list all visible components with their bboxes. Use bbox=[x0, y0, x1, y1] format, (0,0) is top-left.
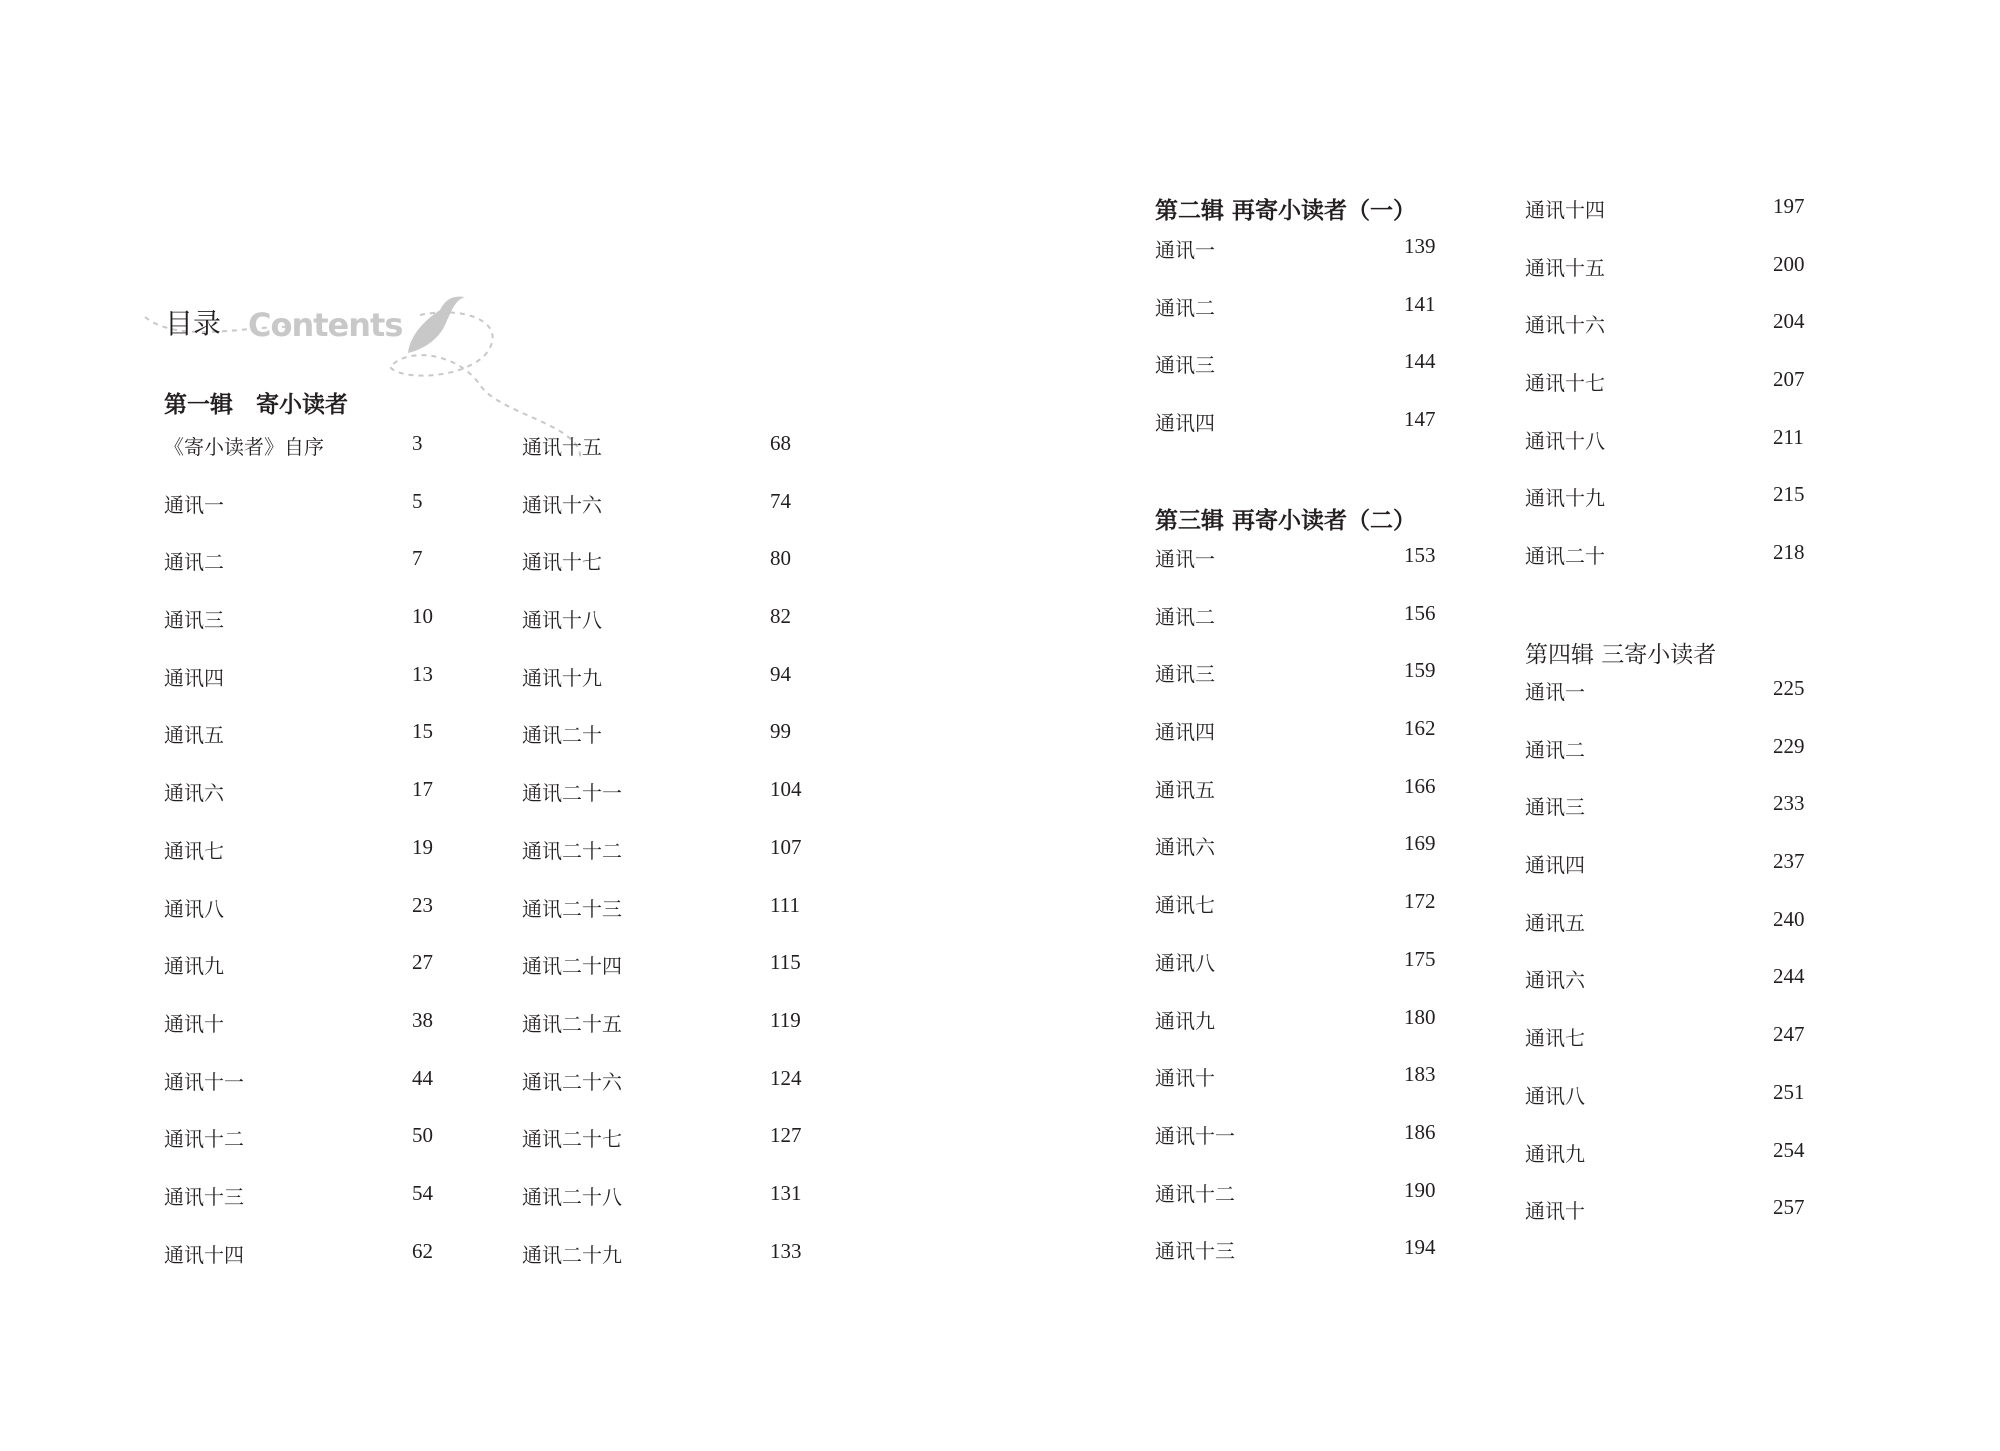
toc-entry-page: 180 bbox=[1404, 1004, 1436, 1029]
toc-entry-page: 207 bbox=[1773, 367, 1805, 392]
toc-entry-page: 156 bbox=[1404, 600, 1436, 625]
section-2-title: 第二辑 再寄小读者（一） bbox=[1155, 198, 1417, 224]
toc-entry-page: 159 bbox=[1404, 658, 1436, 683]
toc-entry-label: 通讯三 bbox=[164, 608, 224, 633]
toc-entry-page: 115 bbox=[770, 950, 801, 975]
toc-entry-page: 54 bbox=[412, 1180, 433, 1205]
toc-entry-label: 通讯十一 bbox=[164, 1069, 244, 1094]
toc-entry-page: 225 bbox=[1773, 676, 1805, 700]
toc-entry-page: 144 bbox=[1404, 349, 1436, 374]
toc-entry-page: 10 bbox=[412, 604, 433, 629]
toc-entry-label: 通讯十五 bbox=[1525, 255, 1605, 280]
toc-entry-page: 197 bbox=[1773, 194, 1805, 218]
bird-icon bbox=[408, 297, 465, 353]
toc-entry-label: 通讯五 bbox=[1155, 777, 1215, 802]
toc-entry-label: 通讯七 bbox=[1155, 893, 1215, 918]
toc-entry-page: 190 bbox=[1404, 1177, 1436, 1202]
toc-entry-page: 15 bbox=[412, 719, 433, 744]
toc-entry-label: 通讯一 bbox=[1155, 238, 1215, 262]
toc-entry-label: 通讯十七 bbox=[1525, 371, 1605, 396]
section-3-title: 第三辑 再寄小读者（二） bbox=[1155, 508, 1417, 534]
toc-entry-label: 通讯四 bbox=[1155, 411, 1215, 436]
toc-entry-label: 通讯十二 bbox=[1155, 1181, 1235, 1206]
toc-entry-label: 通讯六 bbox=[164, 781, 224, 806]
toc-entry-label: 通讯一 bbox=[1155, 547, 1215, 571]
toc-entry-page: 74 bbox=[770, 488, 791, 513]
toc-entry-label: 通讯十三 bbox=[164, 1184, 244, 1209]
toc-entry-page: 44 bbox=[412, 1065, 433, 1090]
toc-entry-page: 3 bbox=[412, 431, 423, 455]
toc-entry-label: 通讯二 bbox=[1155, 295, 1215, 320]
toc-entry-page: 131 bbox=[770, 1180, 802, 1205]
toc-entry-page: 183 bbox=[1404, 1062, 1436, 1087]
toc-entry-label: 通讯十五 bbox=[522, 435, 602, 459]
toc-entry-page: 27 bbox=[412, 950, 433, 975]
toc-entry-label: 通讯八 bbox=[1525, 1083, 1585, 1108]
toc-entry-label: 通讯四 bbox=[1525, 853, 1585, 878]
section-1-title: 第一辑 寄小读者 bbox=[164, 392, 348, 418]
toc-entry-page: 141 bbox=[1404, 291, 1436, 316]
toc-entry-page: 133 bbox=[770, 1238, 802, 1263]
toc-entry-page: 104 bbox=[770, 777, 802, 802]
toc-entry-page: 17 bbox=[412, 777, 433, 802]
toc-entry-label: 通讯八 bbox=[1155, 950, 1215, 975]
toc-entry-page: 233 bbox=[1773, 791, 1805, 816]
toc-entry-page: 175 bbox=[1404, 946, 1436, 971]
toc-title: 目录 bbox=[165, 307, 222, 340]
toc-entry-label: 通讯十二 bbox=[164, 1127, 244, 1152]
toc-entry-label: 通讯二十三 bbox=[522, 896, 622, 921]
toc-entry-page: 107 bbox=[770, 834, 802, 859]
contents-logo: Contents bbox=[248, 306, 403, 344]
toc-entry-page: 211 bbox=[1773, 424, 1804, 449]
toc-entry-label: 《寄小读者》自序 bbox=[164, 435, 324, 459]
toc-entry-label: 通讯十七 bbox=[522, 550, 602, 575]
toc-entry-page: 5 bbox=[412, 488, 423, 513]
toc-entry-page: 162 bbox=[1404, 716, 1436, 741]
toc-entry-page: 172 bbox=[1404, 889, 1436, 914]
toc-entry-page: 19 bbox=[412, 834, 433, 859]
toc-entry-label: 通讯七 bbox=[1525, 1026, 1585, 1051]
toc-entry-label: 通讯一 bbox=[164, 492, 224, 517]
toc-entry-page: 111 bbox=[770, 892, 800, 917]
toc-entry-label: 通讯三 bbox=[1525, 795, 1585, 820]
toc-entry-page: 94 bbox=[770, 661, 791, 686]
toc-entry-label: 通讯十 bbox=[1155, 1066, 1215, 1091]
toc-entry-page: 38 bbox=[412, 1007, 433, 1032]
toc-entry-page: 166 bbox=[1404, 773, 1436, 798]
toc-entry-label: 通讯十四 bbox=[164, 1242, 244, 1267]
toc-entry-label: 通讯十一 bbox=[1155, 1123, 1235, 1148]
toc-entry-page: 119 bbox=[770, 1007, 801, 1032]
toc-entry-label: 通讯二 bbox=[164, 550, 224, 575]
toc-entry-label: 通讯二十八 bbox=[522, 1184, 622, 1209]
toc-entry-page: 147 bbox=[1404, 407, 1436, 432]
toc-entry-label: 通讯十三 bbox=[1155, 1239, 1235, 1264]
toc-entry-page: 204 bbox=[1773, 309, 1805, 334]
toc-entry-page: 186 bbox=[1404, 1119, 1436, 1144]
toc-entry-page: 229 bbox=[1773, 733, 1805, 758]
toc-entry-label: 通讯六 bbox=[1525, 968, 1585, 993]
toc-entry-label: 通讯四 bbox=[1155, 720, 1215, 745]
toc-entry-page: 237 bbox=[1773, 849, 1805, 874]
toc-entry-label: 通讯二十九 bbox=[522, 1242, 622, 1267]
toc-entry-label: 通讯七 bbox=[164, 838, 224, 863]
toc-entry-label: 通讯九 bbox=[1525, 1141, 1585, 1166]
toc-entry-label: 通讯十六 bbox=[522, 492, 602, 517]
toc-entry-label: 通讯二十四 bbox=[522, 954, 622, 979]
toc-entry-page: 127 bbox=[770, 1123, 802, 1148]
toc-entry-label: 通讯五 bbox=[164, 723, 224, 748]
toc-entry-label: 通讯十 bbox=[164, 1011, 224, 1036]
toc-entry-label: 通讯十四 bbox=[1525, 198, 1605, 222]
toc-entry-label: 通讯二十 bbox=[522, 723, 602, 748]
toc-entry-page: 251 bbox=[1773, 1079, 1805, 1104]
toc-entry-page: 200 bbox=[1773, 251, 1805, 276]
toc-entry-label: 通讯十九 bbox=[522, 665, 602, 690]
toc-entry-page: 153 bbox=[1404, 543, 1436, 567]
toc-entry-page: 80 bbox=[770, 546, 791, 571]
toc-entry-label: 通讯五 bbox=[1525, 910, 1585, 935]
toc-entry-page: 254 bbox=[1773, 1137, 1805, 1162]
toc-entry-label: 通讯十八 bbox=[522, 608, 602, 633]
toc-entry-label: 通讯十 bbox=[1525, 1199, 1585, 1224]
toc-entry-label: 通讯三 bbox=[1155, 662, 1215, 687]
toc-entry-page: 68 bbox=[770, 431, 791, 455]
toc-entry-label: 通讯二 bbox=[1155, 604, 1215, 629]
toc-entry-label: 通讯二十 bbox=[1525, 544, 1605, 569]
toc-entry-label: 通讯二十五 bbox=[522, 1011, 622, 1036]
toc-entry-page: 247 bbox=[1773, 1022, 1805, 1047]
toc-entry-page: 218 bbox=[1773, 540, 1805, 565]
toc-entry-page: 99 bbox=[770, 719, 791, 744]
toc-entry-label: 通讯二十一 bbox=[522, 781, 622, 806]
toc-entry-page: 169 bbox=[1404, 831, 1436, 856]
toc-entry-page: 244 bbox=[1773, 964, 1805, 989]
toc-entry-label: 通讯二十六 bbox=[522, 1069, 622, 1094]
toc-entry-label: 通讯十六 bbox=[1525, 313, 1605, 338]
toc-entry-label: 通讯二十七 bbox=[522, 1127, 622, 1152]
toc-entry-page: 7 bbox=[412, 546, 423, 571]
toc-entry-page: 50 bbox=[412, 1123, 433, 1148]
toc-entry-page: 257 bbox=[1773, 1195, 1805, 1220]
toc-entry-page: 62 bbox=[412, 1238, 433, 1263]
toc-entry-label: 通讯四 bbox=[164, 665, 224, 690]
toc-entry-page: 215 bbox=[1773, 482, 1805, 507]
toc-entry-page: 194 bbox=[1404, 1235, 1436, 1260]
toc-entry-label: 通讯八 bbox=[164, 896, 224, 921]
toc-entry-label: 通讯九 bbox=[1155, 1008, 1215, 1033]
section-4-title: 第四辑 三寄小读者 bbox=[1525, 642, 1717, 668]
toc-entry-page: 13 bbox=[412, 661, 433, 686]
toc-entry-label: 通讯二十二 bbox=[522, 838, 622, 863]
toc-entry-label: 通讯十八 bbox=[1525, 428, 1605, 453]
toc-entry-page: 240 bbox=[1773, 906, 1805, 931]
toc-entry-page: 139 bbox=[1404, 234, 1436, 258]
toc-entry-page: 82 bbox=[770, 604, 791, 629]
toc-entry-label: 通讯十九 bbox=[1525, 486, 1605, 511]
toc-entry-label: 通讯三 bbox=[1155, 353, 1215, 378]
toc-entry-page: 124 bbox=[770, 1065, 802, 1090]
toc-entry-label: 通讯六 bbox=[1155, 835, 1215, 860]
toc-entry-label: 通讯九 bbox=[164, 954, 224, 979]
toc-entry-label: 通讯二 bbox=[1525, 737, 1585, 762]
toc-entry-label: 通讯一 bbox=[1525, 680, 1585, 704]
toc-entry-page: 23 bbox=[412, 892, 433, 917]
